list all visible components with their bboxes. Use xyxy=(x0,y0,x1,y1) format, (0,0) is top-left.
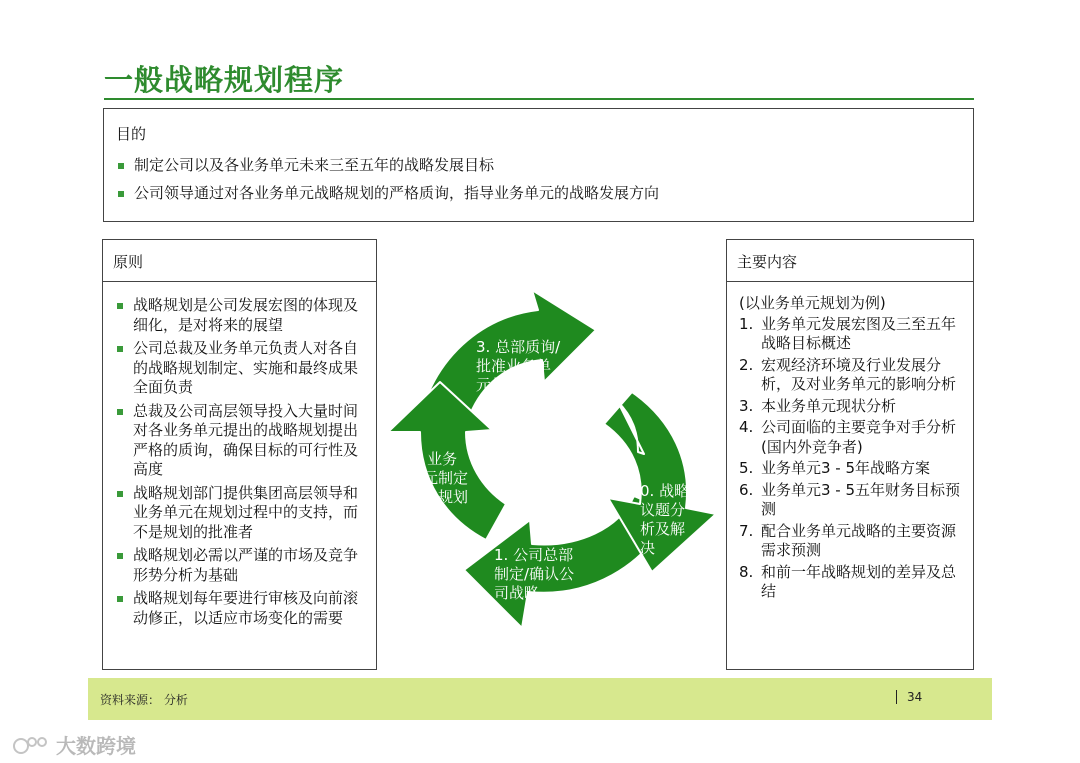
content-heading: 主要内容 xyxy=(727,240,973,282)
purpose-item: 制定公司以及各业务单元未来三至五年的战略发展目标 xyxy=(116,156,959,175)
stage-3-label: 3. 总部质询/ 批准业务单 元战略规划 xyxy=(476,338,561,394)
content-intro: (以业务单元规划为例) xyxy=(739,294,886,312)
footer-bar xyxy=(88,678,992,720)
content-body xyxy=(727,282,973,602)
page-divider xyxy=(896,690,897,704)
purpose-item: 公司领导通过对各业务单元战略规划的严格质询，指导业务单元的战略发展方向 xyxy=(116,184,959,203)
principles-box xyxy=(102,239,377,670)
content-item: 2. 宏观经济环境及行业发展分析，及对业务单元的影响分析 xyxy=(739,355,957,393)
stage-1-label: 1. 公司总部 制定/确认公 司战略 xyxy=(494,546,575,602)
principle-item: 总裁及公司高层领导投入大量时间对各业务单元提出的战略规划提出严格的质询，确保目标的可行性及高度 xyxy=(115,402,368,480)
page-title: 一般战略规划程序 xyxy=(104,63,345,97)
strategy-cycle-diagram xyxy=(382,282,718,632)
content-item: 1. 业务单元发展宏图及三至五年战略目标概述 xyxy=(739,314,957,352)
purpose-box xyxy=(103,108,974,222)
title-divider xyxy=(104,98,974,100)
content-item: 3. 本业务单元现状分析 xyxy=(739,396,897,415)
principles-list xyxy=(103,282,376,628)
content-list xyxy=(739,315,965,602)
main-content-box xyxy=(726,239,974,670)
content-item: 7. 配合业务单元战略的主要资源需求预测 xyxy=(739,521,957,559)
principle-item: 公司总裁及业务单元负责人对各自的战略规划制定、实施和最终成果全面负责 xyxy=(115,339,368,398)
purpose-heading: 目的 xyxy=(116,125,147,143)
watermark-text: 大数跨境 xyxy=(56,734,136,758)
content-item: 4. 公司面临的主要竞争对手分析 (国内外竞争者) xyxy=(739,418,957,456)
principle-item: 战略规划必需以严谨的市场及竞争形势分析为基础 xyxy=(115,546,368,585)
purpose-list xyxy=(116,156,959,203)
page-number: 34 xyxy=(896,690,922,704)
principle-item: 战略规划每年要进行审核及向前滚动修正，以适应市场变化的需要 xyxy=(115,589,368,628)
watermark xyxy=(12,730,136,759)
principle-item: 战略规划是公司发展宏图的体现及细化，是对将来的展望 xyxy=(115,296,368,335)
stage-0-label: 0. 战略 议题分 析及解 决 xyxy=(640,482,690,557)
stage-2-label: 2. 业务 单元制定 战略规划 xyxy=(408,450,469,506)
watermark-logo-icon xyxy=(12,734,50,756)
principle-item: 战略规划部门提供集团高层领导和业务单元在规划过程中的支持，而不是规划的批准者 xyxy=(115,484,368,543)
source-note: 资料来源： 分析 xyxy=(100,693,188,707)
content-item: 6. 业务单元3 - 5五年财务目标预测 xyxy=(739,480,961,518)
content-item: 5. 业务单元3 - 5年战略方案 xyxy=(739,459,931,477)
principles-heading: 原则 xyxy=(103,240,376,282)
content-item: 8. 和前一年战略规划的差异及总结 xyxy=(739,562,957,600)
